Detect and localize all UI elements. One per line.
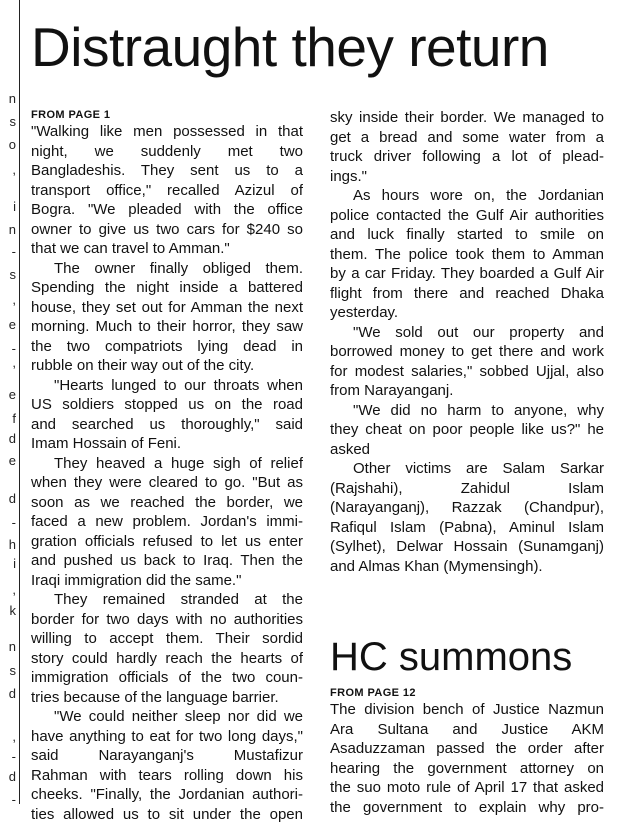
story2-line: hearing the government attorney on bbox=[330, 759, 604, 779]
edge-fragment: n bbox=[0, 92, 16, 106]
story1-left-line: and pushed us back to Iraq. Then the bbox=[31, 551, 303, 571]
story2-line: The division bench of Justice Nazmun bbox=[330, 700, 604, 720]
edge-fragment: e bbox=[0, 318, 16, 332]
edge-fragment: s bbox=[0, 268, 16, 282]
story1-left-line: gration officials refused to let us enter bbox=[31, 532, 303, 552]
story1-right-line: ings." bbox=[330, 167, 604, 187]
story1-right-line: (Rajshahi), Zahidul Islam bbox=[330, 479, 604, 499]
story1-right-line: from Narayanganj. bbox=[330, 381, 604, 401]
story1-left-line: Imam Hossain of Feni. bbox=[31, 434, 303, 454]
edge-fragment: d bbox=[0, 687, 16, 701]
story1-left-line: house, they set out for Amman the next bbox=[31, 298, 303, 318]
story1-left-line: owner to give us two cars for $240 so bbox=[31, 220, 303, 240]
story1-right-line: asked bbox=[330, 440, 604, 460]
edge-fragment: , bbox=[0, 356, 16, 370]
story1-left-line: transport office," recalled Azizul of bbox=[31, 181, 303, 201]
edge-fragment: n bbox=[0, 640, 16, 654]
edge-fragment: d bbox=[0, 770, 16, 784]
edge-fragment: k bbox=[0, 604, 16, 618]
edge-fragment: , bbox=[0, 730, 16, 744]
story1-left-line: rubble on their way out of the city. bbox=[31, 356, 303, 376]
edge-fragment: f bbox=[0, 412, 16, 426]
edge-fragment: d bbox=[0, 492, 16, 506]
story1-left-line: "Hearts lunged to our throats when bbox=[31, 376, 303, 396]
story1-right-line: get a bread and some water from a bbox=[330, 128, 604, 148]
story1-left-line: morning. Much to their horror, they saw bbox=[31, 317, 303, 337]
edge-fragment: - bbox=[0, 516, 16, 530]
story1-left-line: border for two days with no authorities bbox=[31, 610, 303, 630]
story1-left-line: tries because of the language barrier. bbox=[31, 688, 303, 708]
story1-right-line: "We did no harm to anyone, why bbox=[330, 401, 604, 421]
edge-fragment: h bbox=[0, 538, 16, 552]
edge-fragment: s bbox=[0, 115, 16, 129]
headline: Distraught they return bbox=[31, 12, 631, 82]
story1-right-line: borrowed money to get there and work bbox=[330, 342, 604, 362]
edge-fragment: o bbox=[0, 138, 16, 152]
story1-left-line: ties allowed us to sit under the open bbox=[31, 805, 303, 824]
story1-left-line: soon as we reached the border, we bbox=[31, 493, 303, 513]
story1-left-line: when they were cleared to go. "But as bbox=[31, 473, 303, 493]
edge-fragment: i bbox=[0, 557, 16, 571]
story1-left-line: that we can travel to Amman." bbox=[31, 239, 303, 259]
column-rule bbox=[19, 0, 20, 804]
edge-fragment: - bbox=[0, 750, 16, 764]
story1-left-line: "We could neither sleep nor did we bbox=[31, 707, 303, 727]
story2-line: Asaduzzaman passed the order after bbox=[330, 739, 604, 759]
edge-fragment: i bbox=[0, 200, 16, 214]
story1-right-line: Rafiqul Islam (Pabna), Aminul Islam bbox=[330, 518, 604, 538]
story1-left-line: night, we suddenly met two bbox=[31, 142, 303, 162]
story1-left-line: Spending the night inside a battered bbox=[31, 278, 303, 298]
story1-left-line: immigration officials of the two coun- bbox=[31, 668, 303, 688]
edge-fragment: - bbox=[0, 342, 16, 356]
story1-right-line: by a car Friday. They boarded a Gulf Air bbox=[330, 264, 604, 284]
story1-right-line: "We sold out our property and bbox=[330, 323, 604, 343]
adjacent-column-fragments bbox=[0, 0, 16, 804]
story2-line: Ara Sultana and Justice AKM bbox=[330, 720, 604, 740]
edge-fragment: d bbox=[0, 432, 16, 446]
story1-left-line: willing to accept them. Their sordid bbox=[31, 629, 303, 649]
story1-left-line: They remained stranded at the bbox=[31, 590, 303, 610]
story1-left-line: story could hardly reach the hearts of bbox=[31, 649, 303, 669]
story2-line: the government to explain why pro- bbox=[330, 798, 604, 818]
story1-left-line: US soldiers stopped us on the road bbox=[31, 395, 303, 415]
story1-left-line: They heaved a huge sigh of relief bbox=[31, 454, 303, 474]
edge-fragment: - bbox=[0, 245, 16, 259]
edge-fragment: - bbox=[0, 793, 16, 807]
edge-fragment: n bbox=[0, 223, 16, 237]
story2-column bbox=[330, 686, 604, 817]
story1-right-line: police contacted the Gulf Air authorities bbox=[330, 206, 604, 226]
story1-right-line: (Narayanganj), Razzak (Chandpur), bbox=[330, 498, 604, 518]
story1-left-line: the two compatriots lying dead in bbox=[31, 337, 303, 357]
story1-right-line: As hours wore on, the Jordanian bbox=[330, 186, 604, 206]
story-left-column bbox=[31, 108, 303, 824]
kicker-from-page-12: FROM PAGE 12 bbox=[330, 686, 604, 700]
story-right-column bbox=[330, 108, 604, 576]
story1-right-line: sky inside their border. We managed to bbox=[330, 108, 604, 128]
edge-fragment: , bbox=[0, 163, 16, 177]
story1-right-line: them. The police took them to Amman bbox=[330, 245, 604, 265]
story1-left-line: Rahman with tears rolling down his bbox=[31, 766, 303, 786]
story1-left-line: Iraqi immigration did the same." bbox=[31, 571, 303, 591]
story1-left-line: cheeks. "Finally, the Jordanian authori- bbox=[31, 785, 303, 805]
edge-fragment: e bbox=[0, 454, 16, 468]
story1-left-line: faced a new problem. Jordan's immi- bbox=[31, 512, 303, 532]
edge-fragment: , bbox=[0, 293, 16, 307]
story1-right-line: flight from there and reached Dhaka bbox=[330, 284, 604, 304]
story1-left-line: said Narayanganj's Mustafizur bbox=[31, 746, 303, 766]
story1-left-line: and searched us thoroughly," said bbox=[31, 415, 303, 435]
story1-left-line: have anything to eat for two long days," bbox=[31, 727, 303, 747]
edge-fragment: e bbox=[0, 388, 16, 402]
story1-left-line: The owner finally obliged them. bbox=[31, 259, 303, 279]
story1-left-line: Bangladeshis. They sent us to a bbox=[31, 161, 303, 181]
story1-right-line: (Sylhet), Delwar Hossain (Sunamganj) bbox=[330, 537, 604, 557]
story1-right-line: truck driver following a lot of plead- bbox=[330, 147, 604, 167]
story1-right-line: and luck finally started to smile on bbox=[330, 225, 604, 245]
story1-left-line: "Walking like men possessed in that bbox=[31, 122, 303, 142]
story1-right-line: and Almas Khan (Mymensingh). bbox=[330, 557, 604, 577]
story1-right-line: Other victims are Salam Sarkar bbox=[330, 459, 604, 479]
story2-line: the suo moto rule of April 17 that asked bbox=[330, 778, 604, 798]
edge-fragment: , bbox=[0, 583, 16, 597]
kicker-from-page-1: FROM PAGE 1 bbox=[31, 108, 303, 122]
headline-hc-summons: HC summons bbox=[330, 628, 610, 686]
story1-right-line: they cheat on poor people like us?" he bbox=[330, 420, 604, 440]
story1-left-line: Bogra. "We pleaded with the office bbox=[31, 200, 303, 220]
story1-right-line: yesterday. bbox=[330, 303, 604, 323]
story1-right-line: for modest salaries," sobbed Ujjal, also bbox=[330, 362, 604, 382]
edge-fragment: s bbox=[0, 664, 16, 678]
